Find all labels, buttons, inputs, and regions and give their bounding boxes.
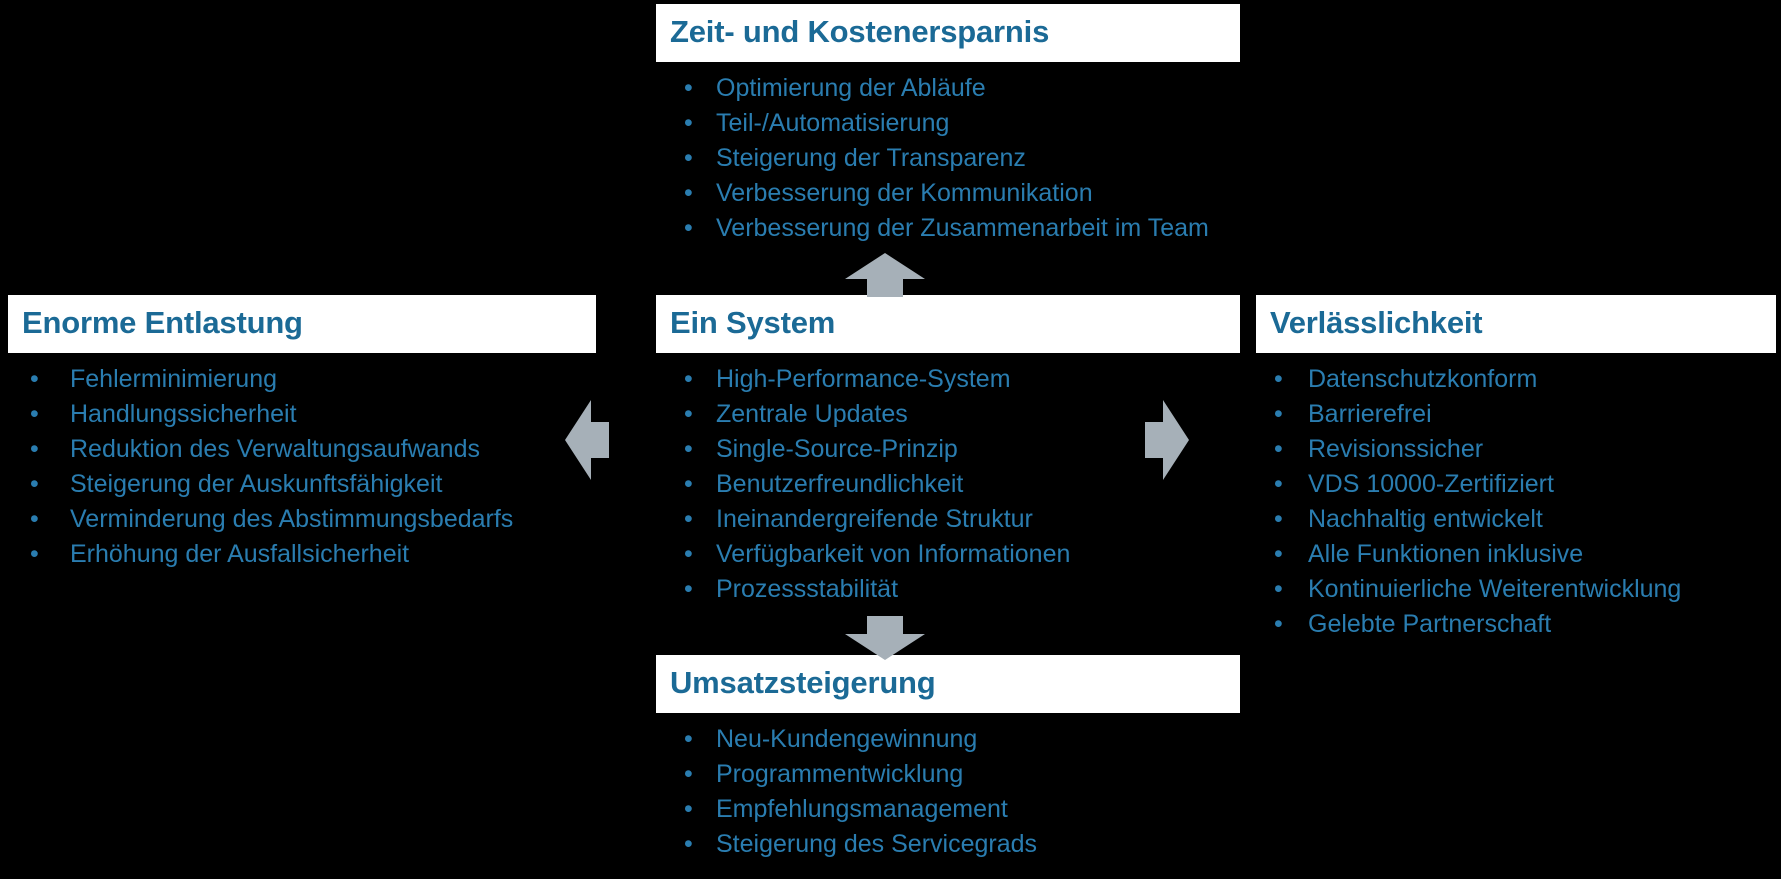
bullet-icon: • [30, 435, 39, 464]
bullet-list-entlastung [8, 353, 596, 572]
list-item [8, 537, 596, 572]
bullet-icon: • [1274, 365, 1283, 394]
list-item-label: Teil-/Automatisierung [716, 109, 950, 138]
list-item [1256, 537, 1776, 572]
list-item [656, 537, 1240, 572]
bullet-list-umsatz [656, 713, 1240, 862]
bullet-icon: • [1274, 400, 1283, 429]
bullet-icon: • [1274, 505, 1283, 534]
bullet-icon: • [30, 540, 39, 569]
list-item [1256, 467, 1776, 502]
list-item-label: Reduktion des Verwaltungsaufwands [70, 435, 480, 464]
list-item-label: Erhöhung der Ausfallsicherheit [70, 540, 410, 569]
panel-title-verlaesslichkeit: Verlässlichkeit [1256, 295, 1776, 353]
list-item [656, 572, 1240, 607]
bullet-icon: • [684, 760, 693, 789]
list-item-label: Alle Funktionen inklusive [1308, 540, 1584, 569]
panel-verlaesslichkeit [1256, 295, 1776, 642]
bullet-icon: • [684, 470, 693, 499]
list-item-label: High-Performance-System [716, 365, 1011, 394]
bullet-icon: • [1274, 435, 1283, 464]
bullet-icon: • [684, 505, 693, 534]
list-item-label: Prozessstabilität [716, 575, 899, 604]
list-item [1256, 397, 1776, 432]
list-item-label: Barrierefrei [1308, 400, 1432, 429]
bullet-icon: • [684, 540, 693, 569]
list-item [8, 502, 596, 537]
list-item-label: Neu-Kundengewinnung [716, 725, 978, 754]
bullet-list-zeit [656, 62, 1240, 246]
list-item-label: Verbesserung der Kommunikation [716, 179, 1093, 208]
list-item [656, 722, 1240, 757]
list-item-label: Optimierung der Abläufe [716, 74, 986, 103]
bullet-icon: • [30, 365, 39, 394]
bullet-icon: • [684, 400, 693, 429]
list-item-label: Ineinandergreifende Struktur [716, 505, 1033, 534]
list-item [656, 827, 1240, 862]
bullet-icon: • [684, 795, 693, 824]
list-item [656, 211, 1240, 246]
list-item-label: Empfehlungsmanagement [716, 795, 1008, 824]
bullet-icon: • [684, 365, 693, 394]
arrow-down-icon [845, 616, 925, 665]
bullet-icon: • [30, 505, 39, 534]
list-item [1256, 607, 1776, 642]
list-item [8, 397, 596, 432]
list-item [8, 432, 596, 467]
arrow-left-icon [565, 400, 609, 485]
bullet-icon: • [684, 830, 693, 859]
list-item-label: Single-Source-Prinzip [716, 435, 958, 464]
list-item-label: Verbesserung der Zusammenarbeit im Team [716, 214, 1209, 243]
list-item-label: Handlungssicherheit [70, 400, 297, 429]
bullet-icon: • [1274, 540, 1283, 569]
bullet-icon: • [30, 470, 39, 499]
panel-title-zeit: Zeit- und Kostenersparnis [656, 4, 1240, 62]
panel-umsatzsteigerung [656, 655, 1240, 862]
list-item [1256, 432, 1776, 467]
list-item [1256, 362, 1776, 397]
list-item-label: Zentrale Updates [716, 400, 908, 429]
list-item-label: Steigerung des Servicegrads [716, 830, 1038, 859]
list-item-label: Gelebte Partnerschaft [1308, 610, 1552, 639]
list-item [1256, 572, 1776, 607]
bullet-list-verlaesslichkeit [1256, 353, 1776, 642]
list-item-label: Steigerung der Transparenz [716, 144, 1026, 173]
bullet-icon: • [684, 214, 693, 243]
bullet-icon: • [684, 74, 693, 103]
list-item-label: Programmentwicklung [716, 760, 964, 789]
list-item [656, 757, 1240, 792]
bullet-icon: • [684, 144, 693, 173]
panel-enorme-entlastung [8, 295, 596, 572]
list-item-label: Kontinuierliche Weiterentwicklung [1308, 575, 1682, 604]
list-item [656, 362, 1240, 397]
bullet-icon: • [684, 575, 693, 604]
bullet-icon: • [1274, 610, 1283, 639]
list-item-label: Revisionssicher [1308, 435, 1484, 464]
list-item [8, 467, 596, 502]
list-item [656, 106, 1240, 141]
bullet-icon: • [684, 725, 693, 754]
panel-title-entlastung: Enorme Entlastung [8, 295, 596, 353]
list-item [8, 362, 596, 397]
list-item [656, 176, 1240, 211]
list-item [656, 141, 1240, 176]
bullet-icon: • [1274, 575, 1283, 604]
list-item-label: Nachhaltig entwickelt [1308, 505, 1543, 534]
list-item-label: Steigerung der Auskunftsfähigkeit [70, 470, 443, 499]
bullet-icon: • [684, 435, 693, 464]
panel-zeit-und-kostenersparnis [656, 4, 1240, 246]
list-item [1256, 502, 1776, 537]
panel-title-umsatz: Umsatzsteigerung [656, 655, 1240, 713]
list-item-label: VDS 10000-Zertifiziert [1308, 470, 1554, 499]
list-item-label: Benutzerfreundlichkeit [716, 470, 964, 499]
bullet-icon: • [684, 109, 693, 138]
panel-title-system: Ein System [656, 295, 1240, 353]
list-item [656, 792, 1240, 827]
arrow-right-icon [1145, 400, 1189, 485]
list-item-label: Fehlerminimierung [70, 365, 278, 394]
list-item-label: Verminderung des Abstimmungsbedarfs [70, 505, 514, 534]
arrow-up-icon [845, 253, 925, 302]
list-item-label: Datenschutzkonform [1308, 365, 1538, 394]
list-item-label: Verfügbarkeit von Informationen [716, 540, 1071, 569]
bullet-icon: • [684, 179, 693, 208]
list-item [656, 502, 1240, 537]
bullet-icon: • [1274, 470, 1283, 499]
list-item [656, 71, 1240, 106]
bullet-icon: • [30, 400, 39, 429]
